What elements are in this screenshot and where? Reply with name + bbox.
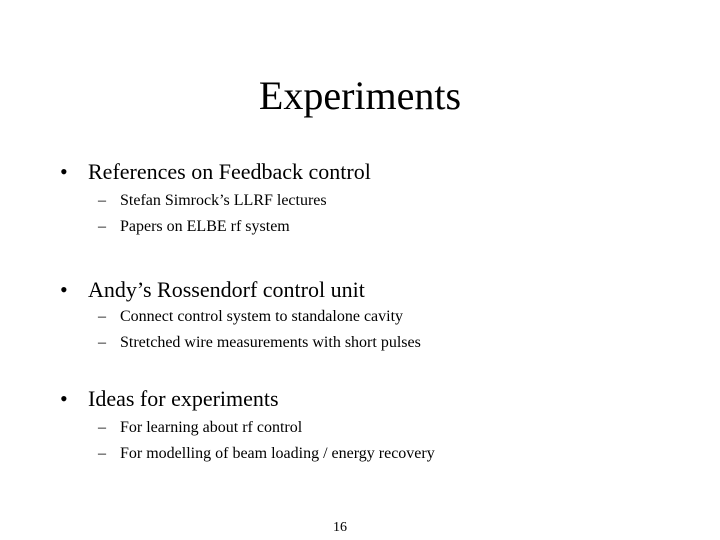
sub-item: [98, 306, 403, 328]
sub-text: Stretched wire measurements with short pulses: [120, 334, 421, 351]
sub-item: [98, 190, 327, 212]
sub-dash: –: [98, 419, 106, 436]
sub-item: [98, 417, 302, 439]
sub-text: Papers on ELBE rf system: [120, 218, 290, 235]
sub-text: Connect control system to standalone cavity: [120, 308, 404, 325]
bullet-dot: •: [60, 386, 68, 411]
sub-dash: –: [98, 308, 106, 325]
sub-text: For learning about rf control: [120, 419, 303, 436]
bullet-dot: •: [60, 159, 68, 184]
sub-dash: –: [98, 334, 106, 351]
sub-item: [98, 216, 290, 238]
sub-item: [98, 332, 421, 354]
bullet-item: [60, 276, 365, 304]
bullet-item: [60, 385, 279, 413]
sub-dash: –: [98, 218, 106, 235]
slide-title: [0, 70, 720, 122]
sub-text: For modelling of beam loading / energy recovery: [120, 445, 435, 462]
sub-dash: –: [98, 192, 106, 209]
bullet-text: Andy’s Rossendorf control unit: [88, 277, 365, 302]
bullet-text: Ideas for experiments: [88, 386, 279, 411]
page-number: 16: [333, 520, 347, 535]
sub-text: Stefan Simrock’s LLRF lectures: [120, 192, 327, 209]
sub-item: [98, 443, 435, 465]
bullet-text: References on Feedback control: [88, 159, 371, 184]
slide-title-text: Experiments: [258, 73, 462, 118]
bullet-dot: •: [60, 277, 68, 302]
bullet-item: [60, 158, 371, 186]
sub-dash: –: [98, 445, 106, 462]
